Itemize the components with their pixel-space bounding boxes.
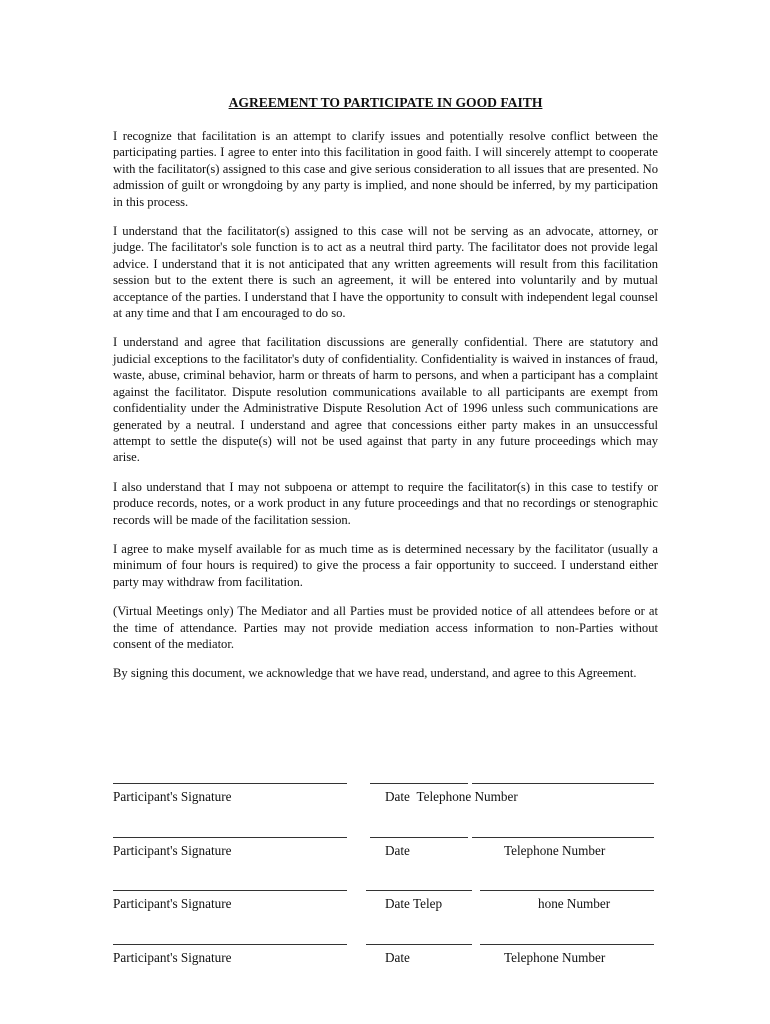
date-label: Date Telep — [385, 896, 443, 911]
signature-block — [113, 837, 658, 859]
paragraph-facilitator-role: I understand that the facilitator(s) assigned to this case will not be serving as an advocate, attorney, or judge. The facilitator's sole function is to act as a neutral third party. The facilitator does not provide legal advice. I understand that it is not anticipated that any written agreements will result from this facilitation session but to the extent there is such an agreement, it will be entered into voluntarily and by mutual acceptance of the parties. I understand that I have the opportunity to consult with independent legal counsel at any time and that I am encouraged to do so. — [113, 224, 658, 321]
signature-block — [113, 783, 658, 805]
signature-line[interactable] — [113, 890, 347, 891]
date-phone-label — [385, 789, 518, 805]
signature-label: Participant's Signature — [113, 843, 232, 858]
signature-line[interactable] — [113, 783, 347, 784]
phone-label: Telephone Number — [416, 789, 518, 804]
signature-block — [113, 944, 658, 966]
date-label: Date — [385, 950, 410, 965]
paragraph-availability: I agree to make myself available for as much time as is determined necessary by the facilitator (usually a minimum of four hours is required) to give the process a fair opportunity to succeed. I understand either party may withdraw from facilitation. — [113, 541, 658, 589]
phone-line[interactable] — [472, 837, 654, 838]
date-line[interactable] — [366, 890, 472, 891]
paragraph-no-subpoena: I also understand that I may not subpoena or attempt to require the facilitator(s) in this case to testify or produce records, notes, or a work product in any future proceedings and that no recordings or stenographic records will be made of the facilitation session. — [113, 479, 658, 527]
date-line[interactable] — [366, 944, 472, 945]
date-label: Date — [385, 843, 410, 858]
phone-label: Telephone Number — [504, 843, 606, 858]
phone-label: Telephone Number — [504, 950, 606, 965]
signature-line[interactable] — [113, 944, 347, 945]
signature-line[interactable] — [113, 837, 347, 838]
phone-label: hone Number — [538, 896, 611, 911]
paragraph-virtual-meetings: (Virtual Meetings only) The Mediator and all Parties must be provided notice of all attendees before or at the time of attendance. Parties may not provide mediation access information to non-Parties without consent of the mediator. — [113, 604, 658, 651]
signature-label: Participant's Signature — [113, 789, 232, 804]
phone-line[interactable] — [480, 944, 654, 945]
signature-block — [113, 890, 658, 912]
agreement-document — [113, 95, 658, 695]
document-title: AGREEMENT TO PARTICIPATE IN GOOD FAITH — [228, 95, 543, 110]
phone-line[interactable] — [480, 890, 654, 891]
paragraph-good-faith: I recognize that facilitation is an attempt to clarify issues and potentially resolve conflict between the participating parties. I agree to enter into this facilitation in good faith. I will sincerely attempt to cooperate with the facilitator(s) assigned to this case and give serious consideration to all issues that are presented. No admission of guilt or wrongdoing by any party is implied, and none should be inferred, by my participation in this process. — [113, 129, 658, 209]
paragraph-confidentiality: I understand and agree that facilitation discussions are generally confidential. There are statutory and judicial exceptions to the facilitator's duty of confidentiality. Confidentiality is waived in instances of fraud, waste, abuse, criminal behavior, harm or threats of harm to persons, and when a participant has a complaint against the facilitator. Dispute resolution communications available to all participants are exempt from confidentiality under the Administrative Dispute Resolution Act of 1996 unless such communications are generated by a neutral. I understand and agree that concessions either party makes in an unsuccessful attempt to settle the dispute(s) will not be used against that party in any future proceedings which may arise. — [113, 335, 658, 465]
phone-line[interactable] — [472, 783, 654, 784]
signature-label: Participant's Signature — [113, 896, 232, 911]
date-label: Date — [385, 789, 410, 804]
date-line[interactable] — [370, 837, 468, 838]
date-line[interactable] — [370, 783, 468, 784]
paragraph-acknowledgement: By signing this document, we acknowledge that we have read, understand, and agree to this Agreement. — [113, 666, 637, 681]
signature-label: Participant's Signature — [113, 950, 232, 965]
